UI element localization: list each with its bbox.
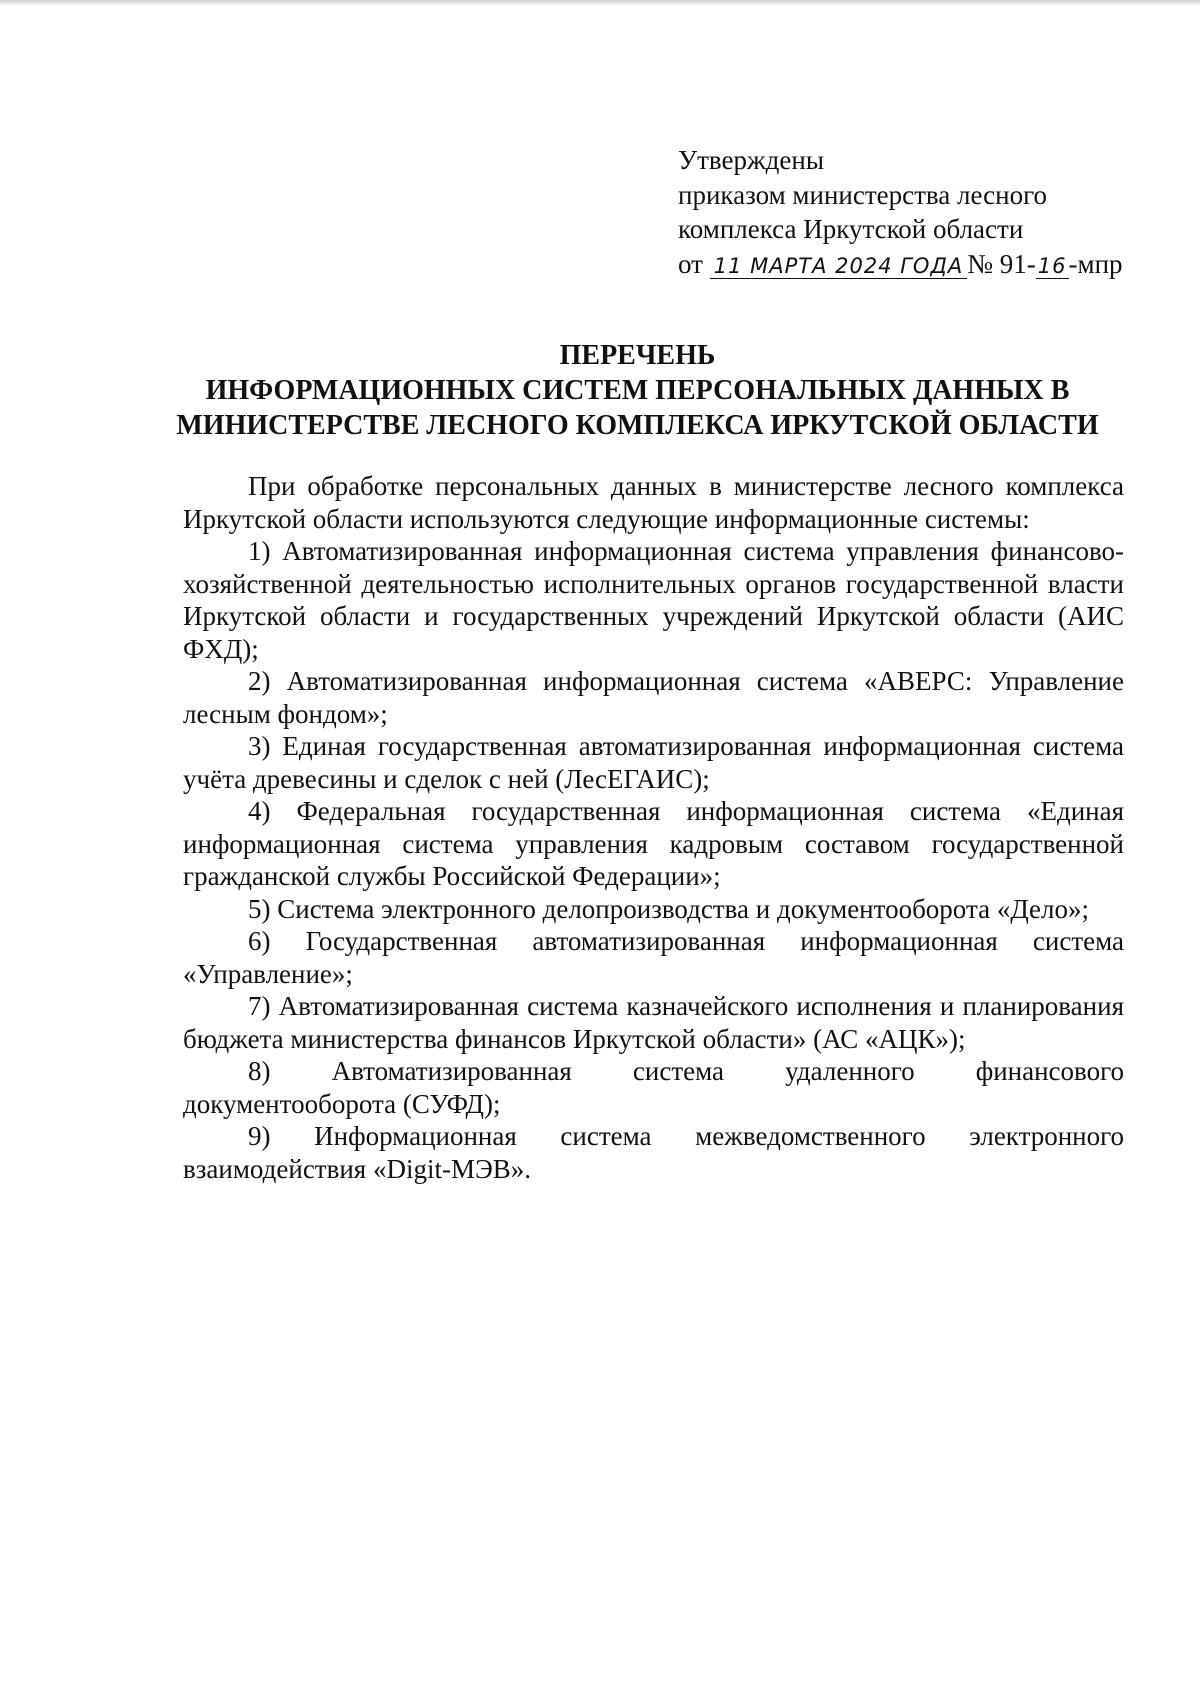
- handwritten-date: 11 МАРТА 2024 ГОДА: [710, 254, 968, 279]
- document-title: [150, 338, 1125, 443]
- document-body: [183, 470, 1124, 1185]
- order-number-prefix: № 91-: [967, 248, 1036, 279]
- list-item: 3) Единая государственная автоматизированная информационная система учёта древесины и сделок с ней (ЛесЕГАИС);: [183, 731, 1124, 794]
- list-item: 7) Автоматизированная система казначейского исполнения и планирования бюджета министерства финансов Иркутской области» (АС «АЦК»);: [183, 991, 1124, 1054]
- title-line-3: МИНИСТЕРСТВЕ ЛЕСНОГО КОМПЛЕКСА ИРКУТСКОЙ ОБЛАСТИ: [176, 410, 1099, 441]
- approval-prefix: от: [678, 248, 703, 279]
- scan-edge: [0, 0, 1200, 6]
- title-line-1: ПЕРЕЧЕНЬ: [559, 340, 716, 371]
- list-item: 4) Федеральная государственная информационная система «Единая информационная система управления кадровым составом государственной гражданской службы Российской Федерации»;: [183, 796, 1124, 891]
- handwritten-order-number: 16: [1037, 253, 1067, 278]
- order-number-suffix: -мпр: [1068, 248, 1123, 279]
- list-item: 1) Автоматизированная информационная система управления финансово-хозяйственной деятельностью исполнительных органов государственной власти Иркутской области и государственных учреждений Иркутской области (АИС ФХД);: [183, 536, 1124, 664]
- list-item: 2) Автоматизированная информационная система «АВЕРС: Управление лесным фондом»;: [183, 666, 1124, 729]
- approval-line-3: комплекса Иркутской области: [678, 214, 1024, 244]
- title-line-2: ИНФОРМАЦИОННЫХ СИСТЕМ ПЕРСОНАЛЬНЫХ ДАННЫХ В: [205, 375, 1070, 406]
- approval-line-4: [678, 247, 1148, 282]
- list-item: 5) Система электронного делопроизводства и документооборота «Дело»;: [248, 893, 1090, 924]
- intro-paragraph: При обработке персональных данных в министерстве лесного комплекса Иркутской области используются следующие информационные системы:: [183, 471, 1124, 534]
- list-item: 8) Автоматизированная система удаленного финансового документооборота (СУФД);: [183, 1056, 1124, 1119]
- list-item: 6) Государственная автоматизированная информационная система «Управление»;: [183, 926, 1124, 989]
- approval-line-2: приказом министерства лесного: [678, 179, 1047, 210]
- approval-block: [678, 143, 1148, 281]
- list-item: 9) Информационная система межведомственного электронного взаимодействия «Digit-МЭВ».: [183, 1121, 1124, 1184]
- approval-line-1: Утверждены: [678, 145, 824, 175]
